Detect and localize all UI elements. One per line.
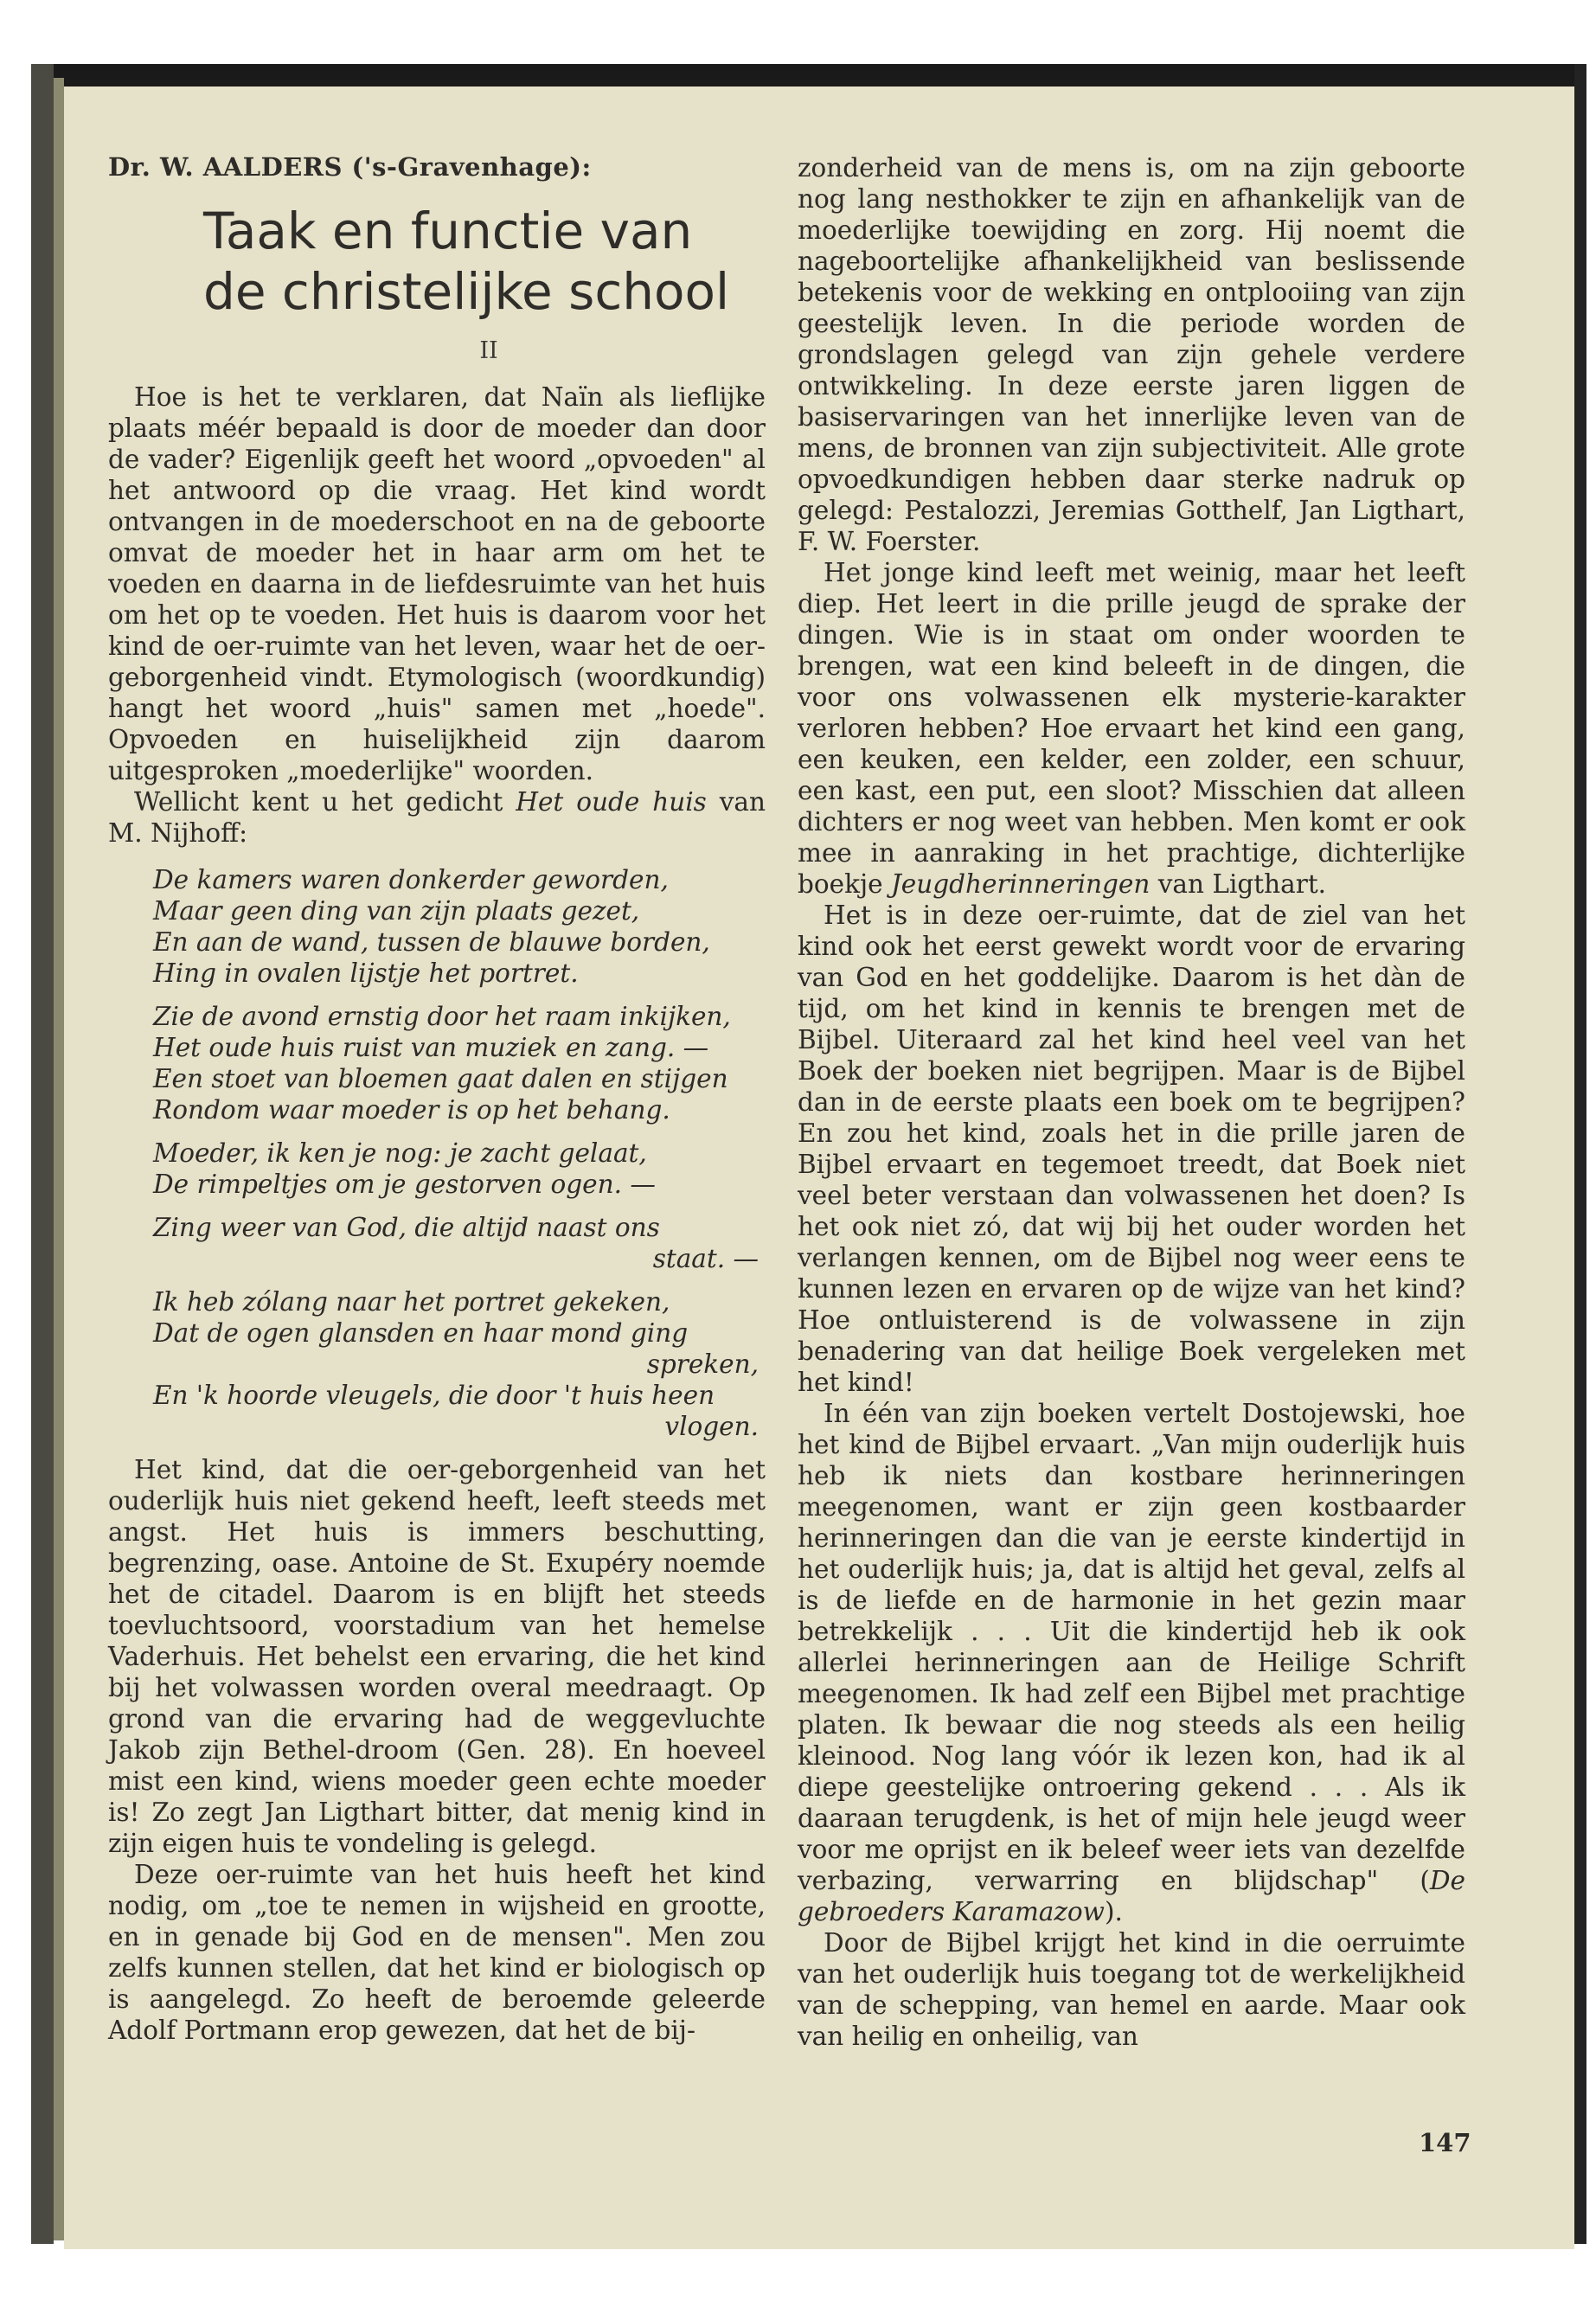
- poem-stanza: [153, 1212, 766, 1274]
- poem-line: Maar geen ding van zijn plaats gezet,: [153, 896, 640, 926]
- paragraph-text: Wellicht kent u het gedicht: [134, 787, 516, 817]
- poem-line: Dat de ogen glansden en haar mond ging: [153, 1318, 689, 1348]
- poem-line: Ik heb zólang naar het portret gekeken,: [153, 1287, 670, 1317]
- poem-line: Het oude huis ruist van muziek en zang. —: [153, 1033, 709, 1062]
- part-number: II: [479, 337, 498, 364]
- poem-line: Zing weer van God, die altijd naast ons: [153, 1213, 660, 1242]
- paragraph-text: Het jonge kind leeft met weinig, maar het leeft diep. Het leert in die prille jeugd de sprake der dingen. Wie is in staat om onder woorden te brengen, wat een kind beleeft in de dingen, die voor ons volwassenen elk mysterie-karakter verloren hebben? Hoe ervaart het kind een gang, een keuken, een kelder, een zolder, een schuur, een kast, een put, een sloot? Misschien dat alleen dichters er nog weet van hebben. Men komt er ook mee in aanraking in het prachtige, dichterlijke boekje: [798, 558, 1465, 899]
- title-line-2: de christelijke school: [203, 262, 730, 321]
- paragraph: Het is in deze oer-ruimte, dat de ziel van het kind ook het eerst gewekt wordt voor de ervaring van God en het goddelijke. Daarom is het dàn de tijd, om het kind in kennis te brengen met de Bijbel. Uiteraard zal het kind heel veel van het Boek der boeken niet begrijpen. Maar is de Bijbel dan in de eerste plaats een boek om te begrijpen? En zou het kind, zoals het in die prille jaren de Bijbel ervaart en tegemoet treedt, dat Boek niet veel beter verstaan dan volwassenen het doen? Is het ook niet zó, dat wij bij het ouder worden het verlangen kennen, om de Bijbel nog weer eens te kunnen lezen en ervaren op de wijze van het kind? Hoe ontluisterend is de volwassene in zijn benadering van dat heilige Boek vergeleken met het kind!: [798, 901, 1465, 1397]
- page-number: 147: [1419, 2128, 1471, 2157]
- right-column: [798, 152, 1465, 2052]
- poem-line: Rondom waar moeder is op het behang.: [153, 1095, 670, 1125]
- poem: [153, 864, 766, 1442]
- poem-line: En aan de wand, tussen de blauwe borden,: [153, 927, 710, 957]
- paragraph: Door de Bijbel krijgt het kind in die oerruimte van het ouderlijk huis toegang tot de werkelijkheid van de schepping, van hemel en aarde. Maar ook van heilig en onheilig, van: [798, 1928, 1465, 2051]
- poem-line: spreken,: [646, 1349, 759, 1379]
- book-title: Jeugdherinneringen: [890, 869, 1151, 899]
- paragraph-text: ).: [1104, 1897, 1123, 1926]
- poem-line: En 'k hoorde vleugels, die door 't huis heen: [153, 1381, 715, 1410]
- poem-stanza: [153, 1001, 766, 1125]
- poem-line: Een stoet van bloemen gaat dalen en stijgen: [153, 1064, 728, 1093]
- paragraph: [798, 557, 1465, 900]
- paragraph: Deze oer-ruimte van het huis heeft het kind nodig, om „toe te nemen in wijsheid en grootte, en in genade bij God en de mensen". Men zou zelfs kunnen stellen, dat het kind er biologisch op is aangelegd. Zo heeft de beroemde geleerde Adolf Portmann erop gewezen, dat het de bij-: [108, 1860, 766, 2045]
- poem-line: staat. —: [652, 1244, 759, 1273]
- paragraph: [108, 786, 766, 849]
- paragraph-text: van M. Nijhoff:: [108, 787, 766, 848]
- book-binding-left: [31, 64, 54, 2244]
- poem-line: vlogen.: [664, 1412, 759, 1441]
- poem-stanza: [153, 864, 766, 989]
- poem-line: Hing in ovalen lijstje het portret.: [153, 958, 579, 988]
- paragraph-text: In één van zijn boeken vertelt Dostojewski, hoe het kind de Bijbel ervaart. „Van mijn ouderlijk huis heb ik niets dan kostbare herinneringen meegenomen, want er zijn geen kostbaarder herinneringen dan die van je eerste kindertijd in het ouderlijk huis; ja, dat is altijd het geval, zelfs al is de liefde en de harmonie in het gezin maar betrekkelijk . . . Uit die kindertijd heb ik ook allerlei herinneringen aan de Heilige Schrift meegenomen. Ik had zelf een Bijbel met prachtige platen. Ik bewaar die nog steeds als een heilig kleinood. Nog lang vóór ik lezen kon, had ik al diepe geestelijke ontroering gekend . . . Als ik daaraan terugdenk, is het of mijn hele jeugd weer voor me oprijst en ik beleef weer iets van dezelfde verbazing, verwarring en blijdschap" (: [798, 1399, 1465, 1895]
- poem-line: Moeder, ik ken je nog: je zacht gelaat,: [153, 1138, 647, 1168]
- poem-line: De rimpeltjes om je gestorven ogen. —: [153, 1170, 656, 1199]
- poem-title: Het oude huis: [516, 787, 707, 817]
- paragraph: Het kind, dat die oer-geborgenheid van het ouderlijk huis niet gekend heeft, leeft steeds met angst. Het huis is immers beschutting, begrenzing, oase. Antoine de St. Exupéry noemde het de citadel. Daarom is en blijft het steeds toevluchtsoord, voorstadium van het hemelse Vaderhuis. Het behelst een ervaring, die het kind bij het volwassen worden overal meedraagt. Op grond van die ervaring had de weggevluchte Jakob zijn Bethel-droom (Gen. 28). En hoeveel mist een kind, wiens moeder geen echte moeder is! Zo zegt Jan Ligthart bitter, dat menig kind in zijn eigen huis te vondeling is gelegd.: [108, 1455, 766, 1858]
- title-line-1: Taak en functie van: [203, 202, 693, 260]
- paragraph: Hoe is het te verklaren, dat Naïn als lieflijke plaats méér bepaald is door de moeder dan door de vader? Eigenlijk geeft het woord „opvoeden" al het antwoord op die vraag. Het kind wordt ontvangen in de moederschoot en na de geboorte omvat de moeder het in haar arm om het te voeden en daarna in de liefdesruimte van het huis om het op te voeden. Het huis is daarom voor het kind de oer-ruimte van het leven, waar het de oer-geborgenheid vindt. Etymologisch (woordkundig) hangt het woord „huis" samen met „hoede". Opvoeden en huiselijkheid zijn daarom uitgesproken „moederlijke" woorden.: [108, 382, 766, 785]
- left-column: [108, 152, 766, 2046]
- book-title: De gebroeders Karamazow: [798, 1866, 1465, 1926]
- paragraph-text: van Ligthart.: [1150, 869, 1327, 899]
- poem-stanza: [153, 1286, 766, 1442]
- book-gutter: [54, 78, 64, 2240]
- article-title: [203, 201, 766, 322]
- paragraph: zonderheid van de mens is, om na zijn geboorte nog lang nesthokker te zijn en afhankelijk van de moederlijke toewijding en zorg. Hij noemt die nageboortelijke afhankelijkheid van beslissende betekenis voor de wekking en ontplooiing van zijn geestelijk leven. In die periode worden de grondslagen gelegd van zijn gehele verdere ontwikkeling. In deze eerste jaren liggen de basiservaringen van het innerlijke leven van de mens, de bronnen van zijn subjectiviteit. Alle grote opvoedkundigen hebben daar sterke nadruk op gelegd: Pestalozzi, Jeremias Gotthelf, Jan Ligthart, F. W. Foerster.: [798, 153, 1465, 556]
- poem-line: De kamers waren donkerder geworden,: [153, 865, 669, 894]
- poem-stanza: [153, 1138, 766, 1200]
- poem-line: Zie de avond ernstig door het raam inkijken,: [153, 1002, 731, 1031]
- author-byline: Dr. W. AALDERS ('s-Gravenhage):: [108, 152, 592, 182]
- paragraph: [798, 1398, 1465, 1927]
- book-binding-right: [1574, 64, 1586, 2244]
